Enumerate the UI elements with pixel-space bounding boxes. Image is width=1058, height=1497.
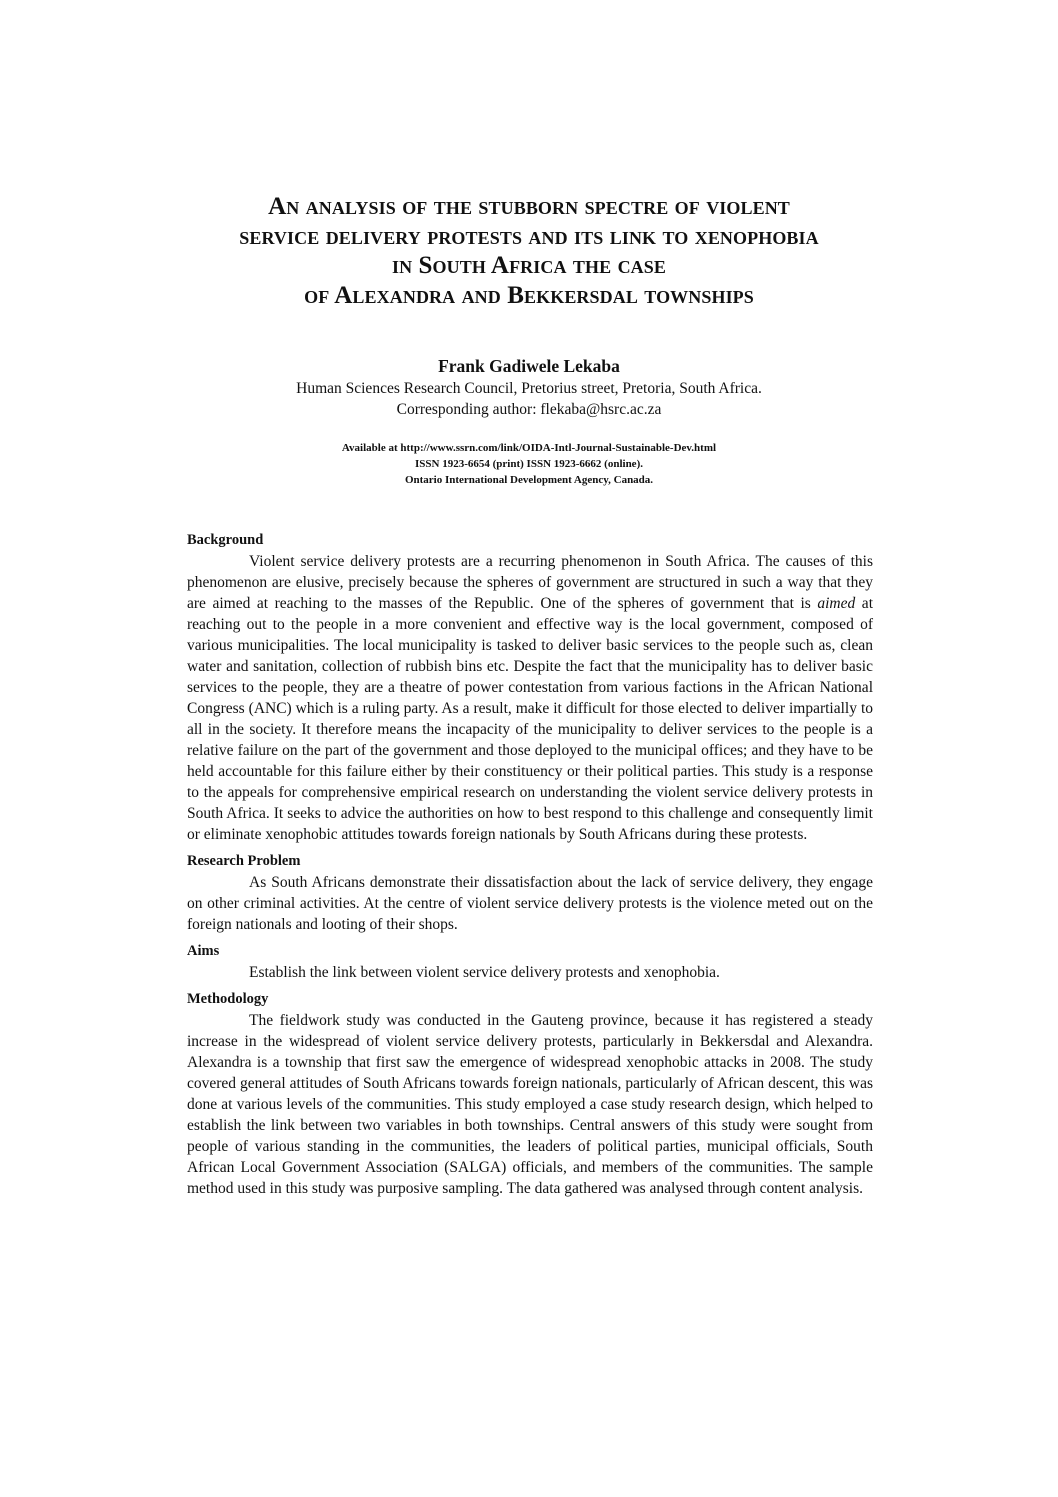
affiliation: Human Sciences Research Council, Pretorius street, Pretoria, South Africa. xyxy=(296,380,762,397)
availability-link: Available at http://www.ssrn.com/link/OIDA-Intl-Journal-Sustainable-Dev.html xyxy=(341,442,717,454)
abstract-body xyxy=(187,530,873,1205)
section-text: Establish the link between violent service delivery protests and xenophobia. xyxy=(249,964,720,981)
title-line: of Alexandra and Bekkersdal townships xyxy=(304,281,754,309)
title-line: service delivery protests and its link to xenophobia xyxy=(239,222,819,250)
section-text: The fieldwork study was conducted in the Gauteng province, because it has registered a steady increase in the widespread of violent service delivery protests, particularly in Bekkersdal and Alexandra. Alexandra is a township that first saw the emergence of widespread xenophobic attacks in 2008. The study covered general attitudes of South Africans towards foreign nationals, particularly of African descent, this was done at various levels of the communities. This study employed a case study research design, which helped to establish the link between two variables in both townships. Central answers of this study were sought from people of various standing in the communities, the leaders of political parties, municipal officials, South African Local Government Association (SALGA) officials, and members of the communities. The sample method used in this study was purposive sampling. The data gathered was analysed through content analysis. xyxy=(187,1012,873,1197)
issn: ISSN 1923-6654 (print) ISSN 1923-6662 (online). xyxy=(415,458,643,470)
section-background xyxy=(187,530,873,845)
paper-title xyxy=(100,192,958,310)
section-text: As South Africans demonstrate their dissatisfaction about the lack of service delivery, they engage on other criminal activities. At the centre of violent service delivery protests is the violence meted out on the foreign nationals and looting of their shops. xyxy=(187,874,873,933)
publisher: Ontario International Development Agency, Canada. xyxy=(404,474,654,486)
corresponding-author: Corresponding author: flekaba@hsrc.ac.za xyxy=(396,401,662,418)
emphasis-text: aimed xyxy=(817,595,856,612)
section-methodology xyxy=(187,989,873,1199)
text-span: Violent service delivery protests are a recurring phenomenon in South Africa. The causes of this phenomenon are elusive, precisely because the spheres of government are structured in such a way that they are aimed at reaching to the masses of the Republic. One of the spheres of government that is xyxy=(187,553,873,612)
section-text xyxy=(187,551,873,845)
text-span: at reaching out to the people in a more convenient and effective way is the local government, composed of various municipalities. The local municipality is tasked to deliver basic services to the people such as, clean water and sanitation, collection of rubbish bins etc. Despite the fact that the municipality has to deliver basic services to the people, they are a theatre of power contestation from various factions in the African National Congress (ANC) which is a ruling party. As a result, make it difficult for those elected to deliver impartially to all in the society. It therefore means the incapacity of the municipality to deliver services to the people is a relative failure on the part of the government and those deployed to the municipal offices; and they have to be held accountable for this failure either by their constituency or their political parties. This study is a response to the appeals for comprehensive empirical research on understanding the violent service delivery protests in South Africa. It seeks to advice the authorities on how to best respond to this challenge and consequently limit or eliminate xenophobic attitudes towards foreign nationals by South Africans during these protests. xyxy=(187,595,873,843)
section-heading: Background xyxy=(187,532,264,548)
title-line: in South Africa the case xyxy=(391,252,666,279)
section-heading: Methodology xyxy=(187,991,269,1007)
section-heading: Research Problem xyxy=(187,853,301,869)
section-heading: Aims xyxy=(187,943,220,959)
author-name: Frank Gadiwele Lekaba xyxy=(438,356,620,376)
section-research-problem xyxy=(187,851,873,935)
section-aims xyxy=(187,941,873,983)
title-line: An analysis of the stubborn spectre of violent xyxy=(268,193,790,220)
publication-info xyxy=(0,440,1058,488)
author-block xyxy=(0,378,1058,420)
